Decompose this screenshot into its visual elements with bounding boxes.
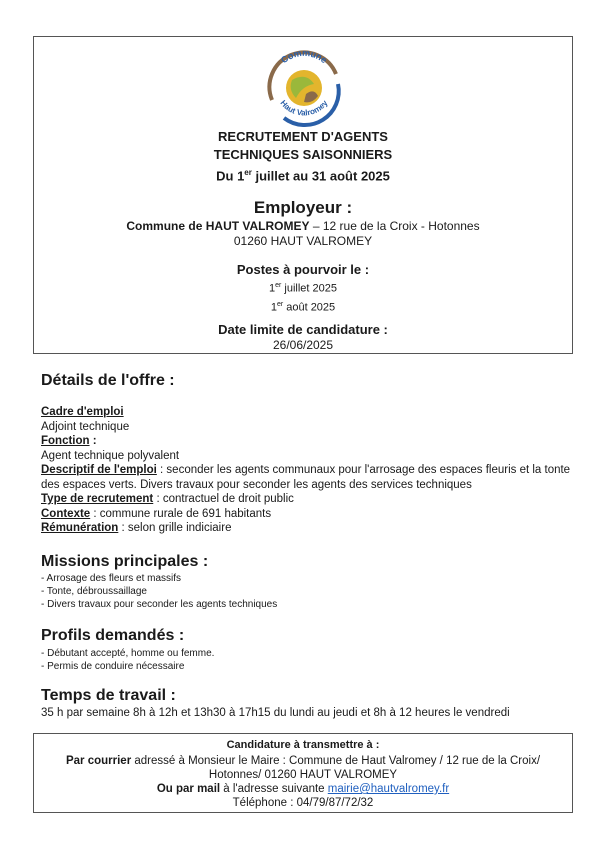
employer-address: – 12 rue de la Croix - Hotonnes xyxy=(309,219,480,233)
profils-heading: Profils demandés : xyxy=(41,627,185,644)
candidature-heading: Candidature à transmettre à : xyxy=(226,739,380,751)
list-item: - Arrosage des fleurs et massifs xyxy=(41,573,182,584)
missions-list xyxy=(41,572,277,611)
profils-list xyxy=(41,647,214,673)
contexte-value: : commune rurale de 691 habitants xyxy=(90,507,272,520)
cadre-value: Adjoint technique xyxy=(41,420,130,433)
contexte-label: Contexte xyxy=(41,507,91,520)
mail-line: Ou par mail à l'adresse suivante mairie@hautvalromey.fr xyxy=(156,783,450,795)
employer-info xyxy=(33,219,573,249)
remuneration-label: Rémunération xyxy=(41,522,119,534)
logo-text-top: Commune xyxy=(279,47,330,66)
list-item: - Permis de conduire nécessaire xyxy=(41,661,185,672)
commune-logo xyxy=(262,44,346,128)
phone-line: Téléphone : 04/79/87/72/32 xyxy=(232,797,374,809)
employer-heading: Employeur : xyxy=(253,198,353,217)
list-item: - Débutant accepté, homme ou femme. xyxy=(41,648,215,659)
logo-text-bottom: Haut Valromey xyxy=(278,98,330,118)
list-item: - Tonte, débroussaillage xyxy=(41,586,147,597)
candidature-body xyxy=(33,754,573,810)
fonction-value: Agent technique polyvalent xyxy=(41,449,180,462)
cadre-label: Cadre d'emploi xyxy=(41,406,124,418)
employer-city: 01260 HAUT VALROMEY xyxy=(233,234,373,248)
temps-text: 35 h par semaine 8h à 12h et 13h30 à 17h15 du lundi au jeudi et 8h à 12 heures le vendredi xyxy=(41,707,510,719)
descriptif-value: : seconder les agents communaux pour l'arrosage des espaces fleuris et la tonte des espaces verts. Divers travaux pour seconder les agents des services techniques xyxy=(41,464,571,491)
fonction-label: Fonction xyxy=(41,435,90,447)
offer-title xyxy=(33,128,573,185)
postes-dates xyxy=(33,278,573,315)
courrier-line: Par courrier adressé à Monsieur le Maire : Commune de Haut Valromey / 12 rue de la Croix/ xyxy=(65,755,541,767)
employer-name: Commune de HAUT VALROMEY xyxy=(126,219,310,233)
postes-heading: Postes à pourvoir le : xyxy=(236,262,370,277)
temps-heading: Temps de travail : xyxy=(41,687,176,704)
poste-date-1: 1er juillet 2025 xyxy=(268,282,337,295)
email-link[interactable]: mairie@hautvalromey.fr xyxy=(327,783,450,795)
type-label: Type de recrutement xyxy=(41,493,154,505)
courrier-line-2: Hotonnes/ 01260 HAUT VALROMEY xyxy=(208,769,398,781)
title-line-2: TECHNIQUES SAISONNIERS xyxy=(213,147,393,162)
list-item: - Divers travaux pour seconder les agents techniques xyxy=(41,599,278,610)
title-line-3: Du 1er juillet au 31 août 2025 xyxy=(216,168,390,184)
details-body: Cadre d'emploi Adjoint technique Fonction : Agent technique polyvalent Descriptif de l'emploi : seconder les agents communaux pour l'arrosage des espaces fleuris et la tonte des espaces verts. Divers travaux pour seconder les agents des services techniques Type de recrutement : contractuel de droit public Contexte : commune rurale de 691 habitants Rémunération : selon grille indiciaire xyxy=(41,406,571,534)
missions-heading: Missions principales : xyxy=(41,553,209,570)
title-line-1: RECRUTEMENT D'AGENTS xyxy=(218,129,388,144)
deadline-value: 26/06/2025 xyxy=(272,338,334,352)
descriptif-label: Descriptif de l'emploi xyxy=(41,464,157,476)
type-value: : contractuel de droit public xyxy=(153,493,294,505)
deadline-heading: Date limite de candidature : xyxy=(218,322,388,337)
poste-date-2: 1er août 2025 xyxy=(270,300,336,314)
remuneration-value: : selon grille indiciaire xyxy=(118,522,232,534)
details-heading: Détails de l'offre : xyxy=(41,372,175,389)
